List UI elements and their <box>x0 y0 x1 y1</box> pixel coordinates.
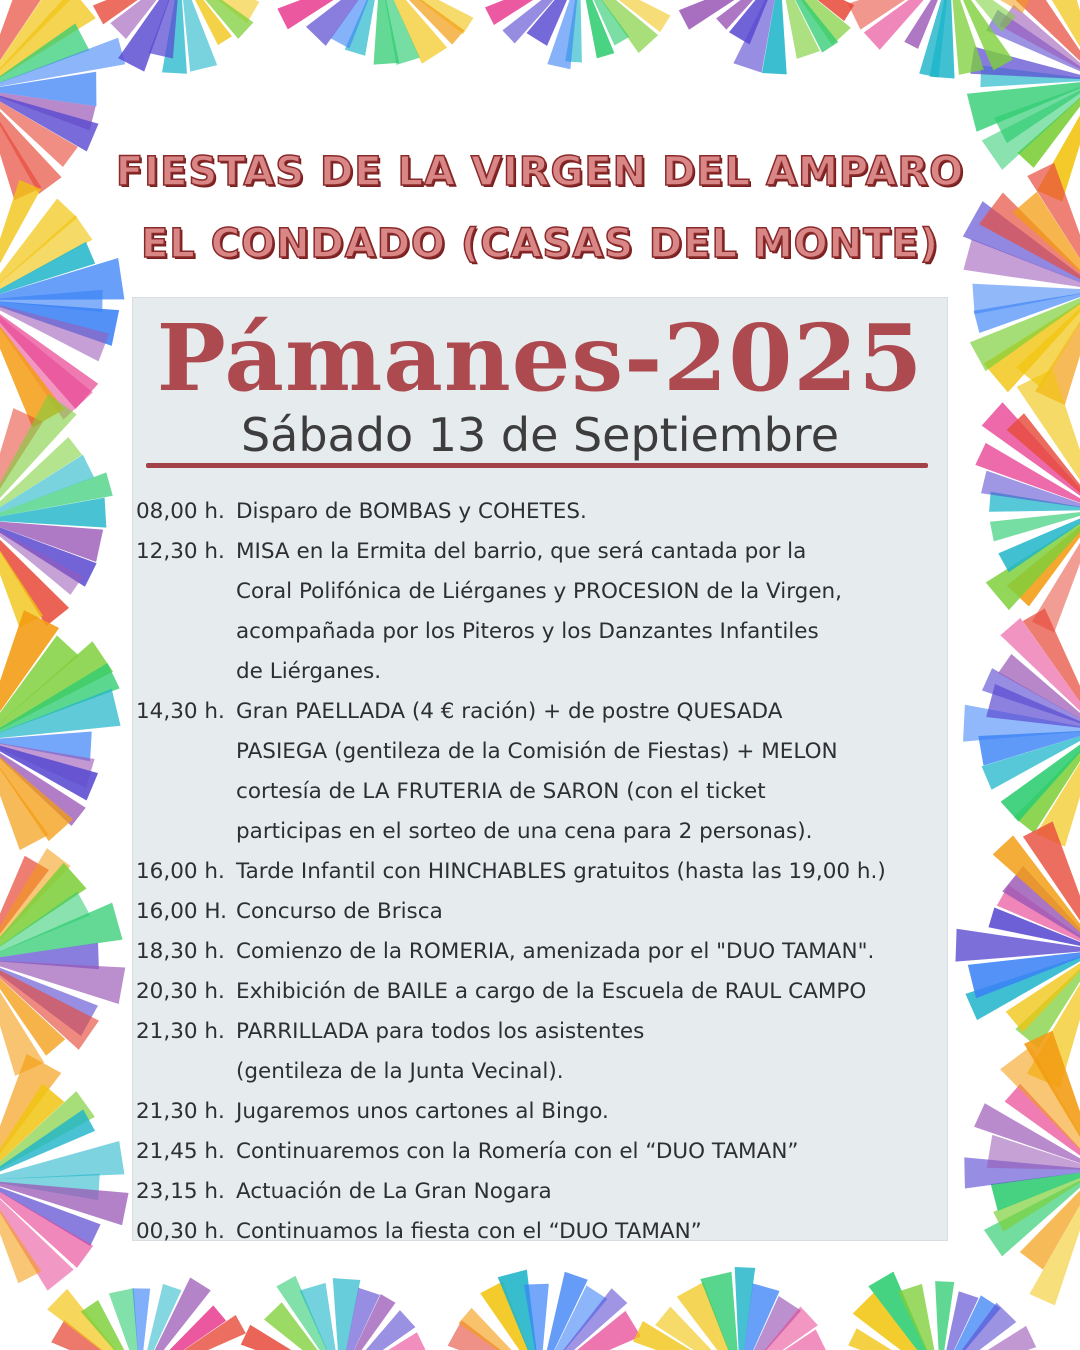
poster-date: Sábado 13 de Septiembre <box>240 408 840 462</box>
schedule-description-line: Tarde Infantil con HINCHABLES gratuitos (hasta las 19,00 h.) <box>236 859 886 884</box>
schedule-description-line: Continuaremos con la Romería con el “DUO TAMAN” <box>236 1139 799 1164</box>
schedule-item <box>136 532 944 692</box>
schedule-description-line: Continuamos la fiesta con el “DUO TAMAN” <box>236 1219 702 1241</box>
schedule-item <box>136 932 944 972</box>
schedule-time: 18,30 h. <box>136 939 225 964</box>
schedule-time: 16,00 h. <box>136 859 225 884</box>
schedule-item <box>136 1012 944 1092</box>
schedule-description-line: de Liérganes. <box>236 659 382 684</box>
schedule-description-line: PASIEGA (gentileza de la Comisión de Fiestas) + MELON <box>236 739 838 764</box>
schedule-description <box>236 532 944 692</box>
schedule-item <box>136 492 944 532</box>
schedule-description-line: Gran PAELLADA (4 € ración) + de postre QUESADA <box>236 699 783 724</box>
schedule-time: 23,15 h. <box>136 1179 225 1204</box>
schedule-time: 20,30 h. <box>136 979 225 1004</box>
schedule-item <box>136 692 944 852</box>
schedule-time: 21,30 h. <box>136 1099 225 1124</box>
schedule-time: 12,30 h. <box>136 539 225 564</box>
schedule-description-line: Exhibición de BAILE a cargo de la Escuela de RAUL CAMPO <box>236 979 867 1004</box>
schedule-description <box>236 852 944 892</box>
event-header <box>0 150 1080 294</box>
schedule-description <box>236 1012 944 1092</box>
schedule-description-line: Disparo de BOMBAS y COHETES. <box>236 499 587 524</box>
schedule-description <box>236 1212 944 1241</box>
schedule-description-line: acompañada por los Piteros y los Danzantes Infantiles <box>236 619 819 644</box>
schedule-item <box>136 1132 944 1172</box>
schedule-description <box>236 1092 944 1132</box>
schedule-description-line: Jugaremos unos cartones al Bingo. <box>236 1099 609 1124</box>
schedule-time: 21,45 h. <box>136 1139 225 1164</box>
program-poster <box>132 297 948 1241</box>
schedule-description-line: cortesía de LA FRUTERIA de SARON (con el ticket <box>236 779 766 804</box>
schedule-description <box>236 1132 944 1172</box>
schedule-description-line: Concurso de Brisca <box>236 899 443 924</box>
schedule-description <box>236 492 944 532</box>
schedule-item <box>136 1212 944 1241</box>
schedule-list <box>136 492 944 1241</box>
schedule-item <box>136 1092 944 1132</box>
schedule-item <box>136 1172 944 1212</box>
poster-title: Pámanes-2025 <box>156 304 924 412</box>
schedule-description-line: PARRILLADA para todos los asistentes <box>236 1019 645 1044</box>
title-divider <box>146 463 928 468</box>
schedule-description-line: Comienzo de la ROMERIA, amenizada por el "DUO TAMAN". <box>236 939 875 964</box>
schedule-time: 00,30 h. <box>136 1219 225 1241</box>
schedule-description-line: (gentileza de la Junta Vecinal). <box>236 1059 564 1084</box>
schedule-description <box>236 1172 944 1212</box>
schedule-description <box>236 892 944 932</box>
schedule-item <box>136 852 944 892</box>
schedule-time: 08,00 h. <box>136 499 225 524</box>
schedule-description-line: Coral Polifónica de Liérganes y PROCESION de la Virgen, <box>236 579 843 604</box>
schedule-description-line: MISA en la Ermita del barrio, que será cantada por la <box>236 539 807 564</box>
header-line-2: EL CONDADO (CASAS DEL MONTE) <box>140 221 940 267</box>
schedule-description-line: Actuación de La Gran Nogara <box>236 1179 552 1204</box>
schedule-item <box>136 892 944 932</box>
schedule-description <box>236 972 944 1012</box>
schedule-time: 21,30 h. <box>136 1019 225 1044</box>
header-line-1: FIESTAS DE LA VIRGEN DEL AMPARO <box>115 149 965 195</box>
schedule-item <box>136 972 944 1012</box>
schedule-time: 14,30 h. <box>136 699 225 724</box>
schedule-description-line: participas en el sorteo de una cena para 2 personas). <box>236 819 813 844</box>
schedule-description <box>236 932 944 972</box>
schedule-time: 16,00 H. <box>136 899 228 924</box>
schedule-description <box>236 692 944 852</box>
